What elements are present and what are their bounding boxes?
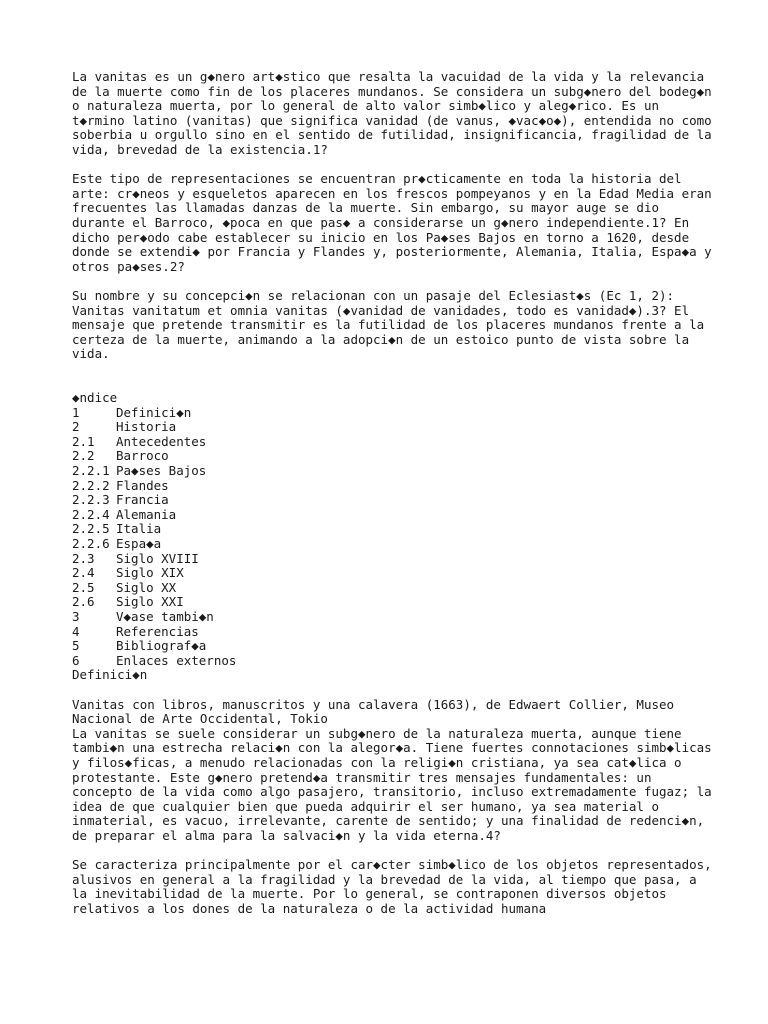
section-heading-definicion: Definici◆n xyxy=(72,667,148,683)
toc-item[interactable] xyxy=(72,552,712,567)
intro-paragraph-1: La vanitas es un g◆nero art◆stico que resalta la vacuidad de la vida y la relevancia de la muerte como fin de los placeres mundanos. Se considera un subg◆nero del bodeg◆n o naturaleza muerta, por lo general de alto valor simb◆lico y aleg◆rico. Es un t◆rmino latino (vanitas) que significa vanidad (de vanus, ◆vac◆o◆), entendida no como soberbia u orgullo sino en el sentido de futilidad, insignificancia, fragilidad de la vida, brevedad de la existencia.1? xyxy=(72,69,720,157)
toc-item-label: Bibliograf◆a xyxy=(116,638,207,654)
toc-item[interactable] xyxy=(72,566,712,581)
toc-item-label: Siglo XXI xyxy=(116,594,184,610)
toc-item-number: 1 xyxy=(72,404,80,420)
toc-item-label: Italia xyxy=(116,521,162,537)
toc-item[interactable] xyxy=(72,479,712,494)
toc-item-label: Historia xyxy=(116,419,177,435)
toc-item[interactable] xyxy=(72,639,712,654)
toc-item-number: 2.2.2 xyxy=(72,477,110,493)
toc-item[interactable] xyxy=(72,654,712,669)
toc-item-label: Espa◆a xyxy=(116,536,162,551)
toc-item[interactable] xyxy=(72,625,712,640)
definition-paragraph-1: La vanitas se suele considerar un subg◆nero de la naturaleza muerta, aunque tiene tambi◆n una estrecha relaci◆n con la alegor◆a. Tiene fuertes connotaciones simb◆licas y filos◆ficas, a menudo relacionadas con la religi◆n cristiana, ya sea cat◆lica o protestante. Este g◆nero pretend◆a transmitir tres mensajes fundamentales: un concepto de la vida como algo pasajero, transitorio, incluso extremadamente fugaz; la idea de que cualquier bien que pueda adquirir el ser humano, ya sea material o inmaterial, es vacuo, irrelevante, carente de sentido; y una finalidad de redenci◆n, de preparar el alma para la salvaci◆n y la vida eterna.4? xyxy=(72,725,720,843)
table-of-contents xyxy=(72,391,712,668)
spacer xyxy=(72,376,712,391)
toc-item-number: 2.2.3 xyxy=(72,492,110,508)
toc-item-number: 2.2.1 xyxy=(72,463,110,479)
toc-item[interactable] xyxy=(72,581,712,596)
toc-item-label: Enlaces externos xyxy=(116,652,237,668)
toc-item-number: 2 xyxy=(72,419,80,435)
toc-item-number: 2.6 xyxy=(72,594,95,610)
toc-item-number: 2.4 xyxy=(72,565,95,581)
toc-item[interactable] xyxy=(72,493,712,508)
toc-item-number: 2.5 xyxy=(72,579,95,595)
toc-item-number: 2.2 xyxy=(72,448,95,464)
toc-item-label: Antecedentes xyxy=(116,433,207,449)
toc-item-number: 4 xyxy=(72,623,80,639)
toc-item-label: V◆ase tambi◆n xyxy=(116,608,214,624)
toc-item-number: 2.1 xyxy=(72,433,95,449)
toc-item[interactable] xyxy=(72,435,712,450)
toc-item-label: Barroco xyxy=(116,448,169,464)
toc-item-label: Siglo XIX xyxy=(116,565,184,581)
toc-item-number: 6 xyxy=(72,652,80,668)
toc-item[interactable] xyxy=(72,406,712,421)
toc-title: ◆ndice xyxy=(72,390,118,406)
intro-paragraph-2: Este tipo de representaciones se encuentran pr◆cticamente en toda la historia del arte: cr◆neos y esqueletos aparecen en los frescos pompeyanos y en la Edad Media eran frecuentes las llamadas danzas de la muerte. Sin embargo, su mayor auge se dio durante el Barroco, ◆poca en que pas◆ a considerarse un g◆nero independiente.1? En dicho per◆odo cabe establecer su inicio en los Pa◆ses Bajos en torno a 1620, desde donde se extendi◆ por Francia y Flandes y, posteriormente, Alemania, Italia, Espa◆a y otros pa◆ses.2? xyxy=(72,171,720,274)
toc-item[interactable] xyxy=(72,464,712,479)
toc-item-number: 5 xyxy=(72,638,80,654)
toc-item-number: 2.2.4 xyxy=(72,506,110,522)
toc-item-label: Siglo XX xyxy=(116,579,177,595)
toc-item[interactable] xyxy=(72,508,712,523)
toc-item-number: 3 xyxy=(72,608,80,624)
toc-item-label: Flandes xyxy=(116,477,169,493)
toc-item-number: 2.2.6 xyxy=(72,536,110,551)
toc-item[interactable] xyxy=(72,522,712,537)
toc-list xyxy=(72,406,712,669)
toc-item[interactable] xyxy=(72,610,712,625)
definition-paragraph-2: Se caracteriza principalmente por el car◆cter simb◆lico de los objetos representados, alusivos en general a la fragilidad y la brevedad de la vida, al tiempo que pasa, a la inevitabilidad de la muerte. Por lo general, se contraponen diversos objetos relativos a los dones de la naturaleza o de la actividad humana xyxy=(72,857,720,916)
intro-paragraph-3: Su nombre y su concepci◆n se relacionan con un pasaje del Eclesiast◆s (Ec 1, 2): Vanitas vanitatum et omnia vanitas (◆vanidad de vanidades, todo es vanidad◆).3? El mensaje que pretende transmitir es la futilidad de los placeres mundanos frente a la certeza de la muerte, animando a la adopci◆n de un estoico punto de vista sobre la vida. xyxy=(72,287,712,362)
toc-item[interactable] xyxy=(72,595,712,610)
document-page xyxy=(72,69,720,931)
toc-item-label: Siglo XVIII xyxy=(116,550,199,566)
toc-item[interactable] xyxy=(72,537,712,552)
image-caption: Vanitas con libros, manuscritos y una calavera (1663), de Edwaert Collier, Museo Nacional de Arte Occidental, Tokio xyxy=(72,696,682,727)
toc-item-label: Definici◆n xyxy=(116,404,192,420)
toc-item-number: 2.3 xyxy=(72,550,95,566)
toc-item-number: 2.2.5 xyxy=(72,521,110,537)
toc-item-label: Pa◆ses Bajos xyxy=(116,463,207,479)
toc-item-label: Alemania xyxy=(116,506,177,522)
spacer xyxy=(72,683,712,698)
toc-item[interactable] xyxy=(72,420,712,435)
toc-item-label: Francia xyxy=(116,492,169,508)
toc-item[interactable] xyxy=(72,449,712,464)
toc-item-label: Referencias xyxy=(116,623,199,639)
